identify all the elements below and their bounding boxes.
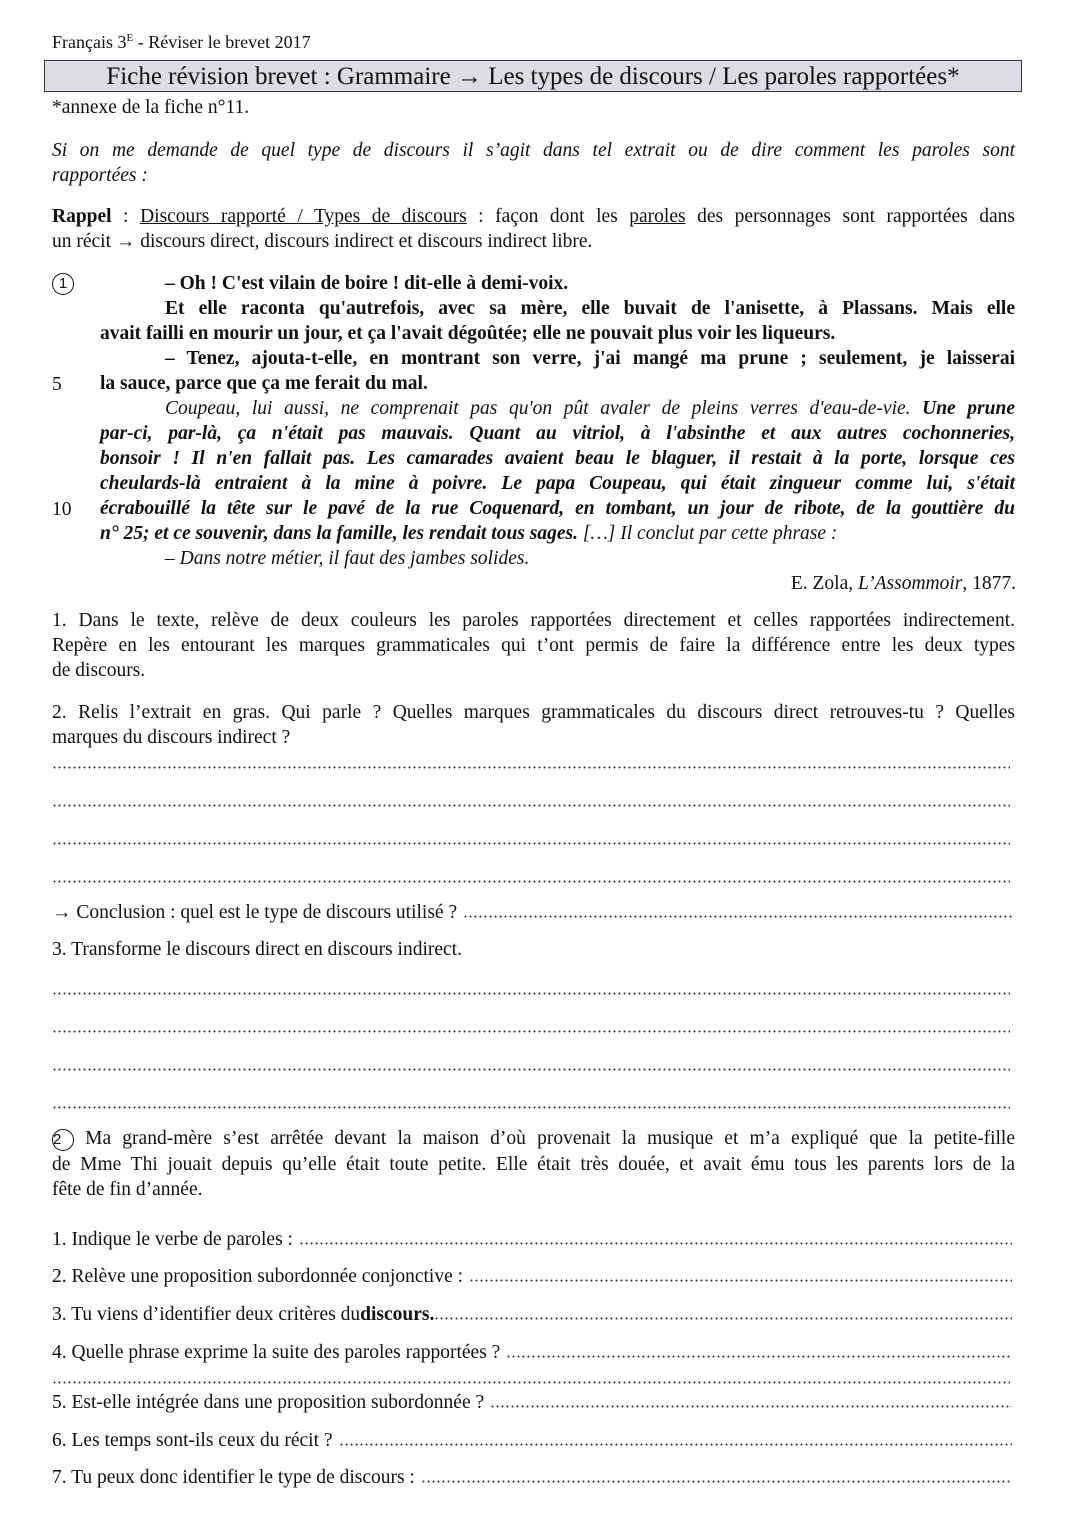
q2-4-text: 4. Quelle phrase exprime la suite des paroles rapportées ? [52,1342,501,1363]
extract-line-11a: n° 25; et ce souvenir, dans la famille, les rendait tous sages. [100,523,578,544]
q2-3-row [52,1302,1012,1327]
q1-line-1: 1. Dans le texte, relève de deux couleurs les paroles rapportées directement et celles rapportées indirectement. [52,610,1015,631]
q2-5-row [52,1390,1012,1415]
answer-line[interactable] [52,992,1010,995]
rappel-line-1 [52,204,1015,229]
extract-line-1: – Oh ! C'est vilain de boire ! dit-elle à demi-voix. [165,273,569,294]
rappel-term2: paroles [629,206,686,227]
q2-4-row [52,1340,1012,1365]
rappel-line-2: un récit → discours direct, discours indirect et discours indirect libre. [52,231,593,252]
q2-1-row [52,1227,1012,1252]
q2-2-text: 2. Relève une proposition subordonnée conjonctive : [52,1266,464,1287]
extract-line-5: la sauce, parce que ça me ferait du mal. [100,373,428,394]
extract-line-11 [100,521,837,546]
extract-line-4: – Tenez, ajouta-t-elle, en montrant son verre, j'ai mangé ma prune ; seulement, je laisserai [165,348,1015,369]
extract-line-11b: […] Il conclut par cette phrase : [577,523,838,544]
q2-7-text: 7. Tu peux donc identifier le type de discours : [52,1467,415,1488]
answer-line[interactable] [52,1030,1010,1033]
q1-line-2: Repère en les entourant les marques grammaticales qui t’ont permis de faire la différence entre les deux types [52,635,1015,656]
extract-2-line-3: fête de fin d’année. [52,1179,203,1200]
extract-line-8: bonsoir ! Il n'en fallait pas. Les camarades avaient beau le blaguer, il restait à la porte, lorsque ces [100,448,1015,469]
citation-title: L’Assommoir [858,573,963,594]
conclusion-text: → Conclusion : quel est le type de discours utilisé ? [52,902,458,923]
title-text: Fiche révision brevet : Grammaire → Les types de discours / Les paroles rapportées* [106,63,960,90]
header-sup: E [126,32,134,44]
rappel-term: Discours rapporté / Types de discours [140,206,467,227]
extract-line-9: cheulards-là entraient à la mine à poivre. Le papa Coupeau, qui était zingueur comme lui, s'était [100,473,1015,494]
annex-note: *annexe de la fiche n°11. [52,97,250,118]
extract-line-3: avait failli en mourir un jour, et ça l'avait dégoûtée; elle ne pouvait plus voir les liqueurs. [100,323,836,344]
q2-2-answer[interactable] [469,1279,1012,1282]
q3-text: 3. Transforme le discours direct en discours indirect. [52,939,462,960]
extract-2-text-1: Ma grand-mère s’est arrêtée devant la maison d’où provenait la musique et m’a expliqué que la petite-fille [85,1128,1016,1149]
extract-line-12: – Dans notre métier, il faut des jambes solides. [165,548,530,569]
header-suffix: - Réviser le brevet 2017 [133,32,311,52]
citation-suffix: , 1877. [962,573,1016,594]
conclusion-answer[interactable] [463,915,1012,918]
header-subject: Français 3 [52,32,127,52]
circled-number-1: 1 [52,273,74,295]
q2-3-text-b: discours. [360,1304,435,1325]
q2-7-answer[interactable] [421,1480,1012,1483]
line-number-5: 5 [52,374,62,395]
intro-line-1: Si on me demande de quel type de discours il s’agit dans tel extrait ou de dire comment les paroles sont [52,140,1015,161]
q2-line-1: 2. Relis l’extrait en gras. Qui parle ? Quelles marques grammaticales du discours direct retrouves-tu ? Quelles [52,702,1015,723]
answer-line[interactable] [52,1068,1010,1071]
rappel-text-b: des personnages sont rapportées dans [685,206,1015,227]
extract-line-2: Et elle raconta qu'autrefois, avec sa mère, elle buvait de l'anisette, à Plassans. Mais elle [165,298,1015,319]
intro-line-2: rapportées : [52,165,148,186]
conclusion-row [52,900,1012,925]
answer-line[interactable] [52,804,1010,807]
extract-1-marker [52,272,74,295]
extract-line-10: écrabouillé la tête sur le pavé de la rue Coquenard, en tombant, un jour de ribote, de la gouttière du [100,498,1015,519]
q2-2-row [52,1264,1012,1289]
q2-5-answer[interactable] [490,1405,1012,1408]
q2-6-text: 6. Les temps sont-ils ceux du récit ? [52,1430,333,1451]
answer-line[interactable] [52,842,1010,845]
q2-1-answer[interactable] [299,1242,1012,1245]
q2-line-2: marques du discours indirect ? [52,727,291,748]
citation-prefix: E. Zola, [790,573,858,594]
q1-line-3: de discours. [52,660,146,681]
extract-line-7: par-ci, par-là, ça n'était pas mauvais. Quant au vitriol, à l'absinthe et aux autres cochonneries, [100,423,1015,444]
q2-3-text-a: 3. Tu viens d’identifier deux critères du [52,1304,361,1325]
rappel-sep: : [111,206,141,227]
q2-3-answer[interactable] [434,1317,1012,1320]
answer-line[interactable] [52,1381,1010,1384]
extract-line-6a: Coupeau, lui aussi, ne comprenait pas qu'on pût avaler de pleins verres d'eau-de-vie. [165,398,911,419]
answer-line[interactable] [52,880,1010,883]
q2-6-answer[interactable] [339,1443,1012,1446]
extract-line-6 [165,396,1015,421]
rappel-text-a: : façon dont les [466,206,630,227]
citation [791,571,1016,596]
q2-7-row [52,1465,1012,1490]
page-header [52,27,311,53]
title-box [44,60,1022,92]
extract-2-line-2: de Mme Thi jouait depuis qu’elle était toute petite. Elle était très douée, et avait ému tous les parents lors de la [52,1154,1015,1175]
q2-5-text: 5. Est-elle intégrée dans une proposition subordonnée ? [52,1392,485,1413]
rappel-label: Rappel [52,206,112,227]
q2-4-answer[interactable] [506,1355,1012,1358]
circled-number-2: 2 [52,1129,74,1151]
extract-line-6b: Une prune [910,398,1015,419]
answer-line[interactable] [52,766,1010,769]
answer-line[interactable] [52,1106,1010,1109]
extract-2-line-1 [52,1126,1015,1151]
q2-1-text: 1. Indique le verbe de paroles : [52,1229,293,1250]
q2-6-row [52,1428,1012,1453]
line-number-10: 10 [52,499,72,520]
